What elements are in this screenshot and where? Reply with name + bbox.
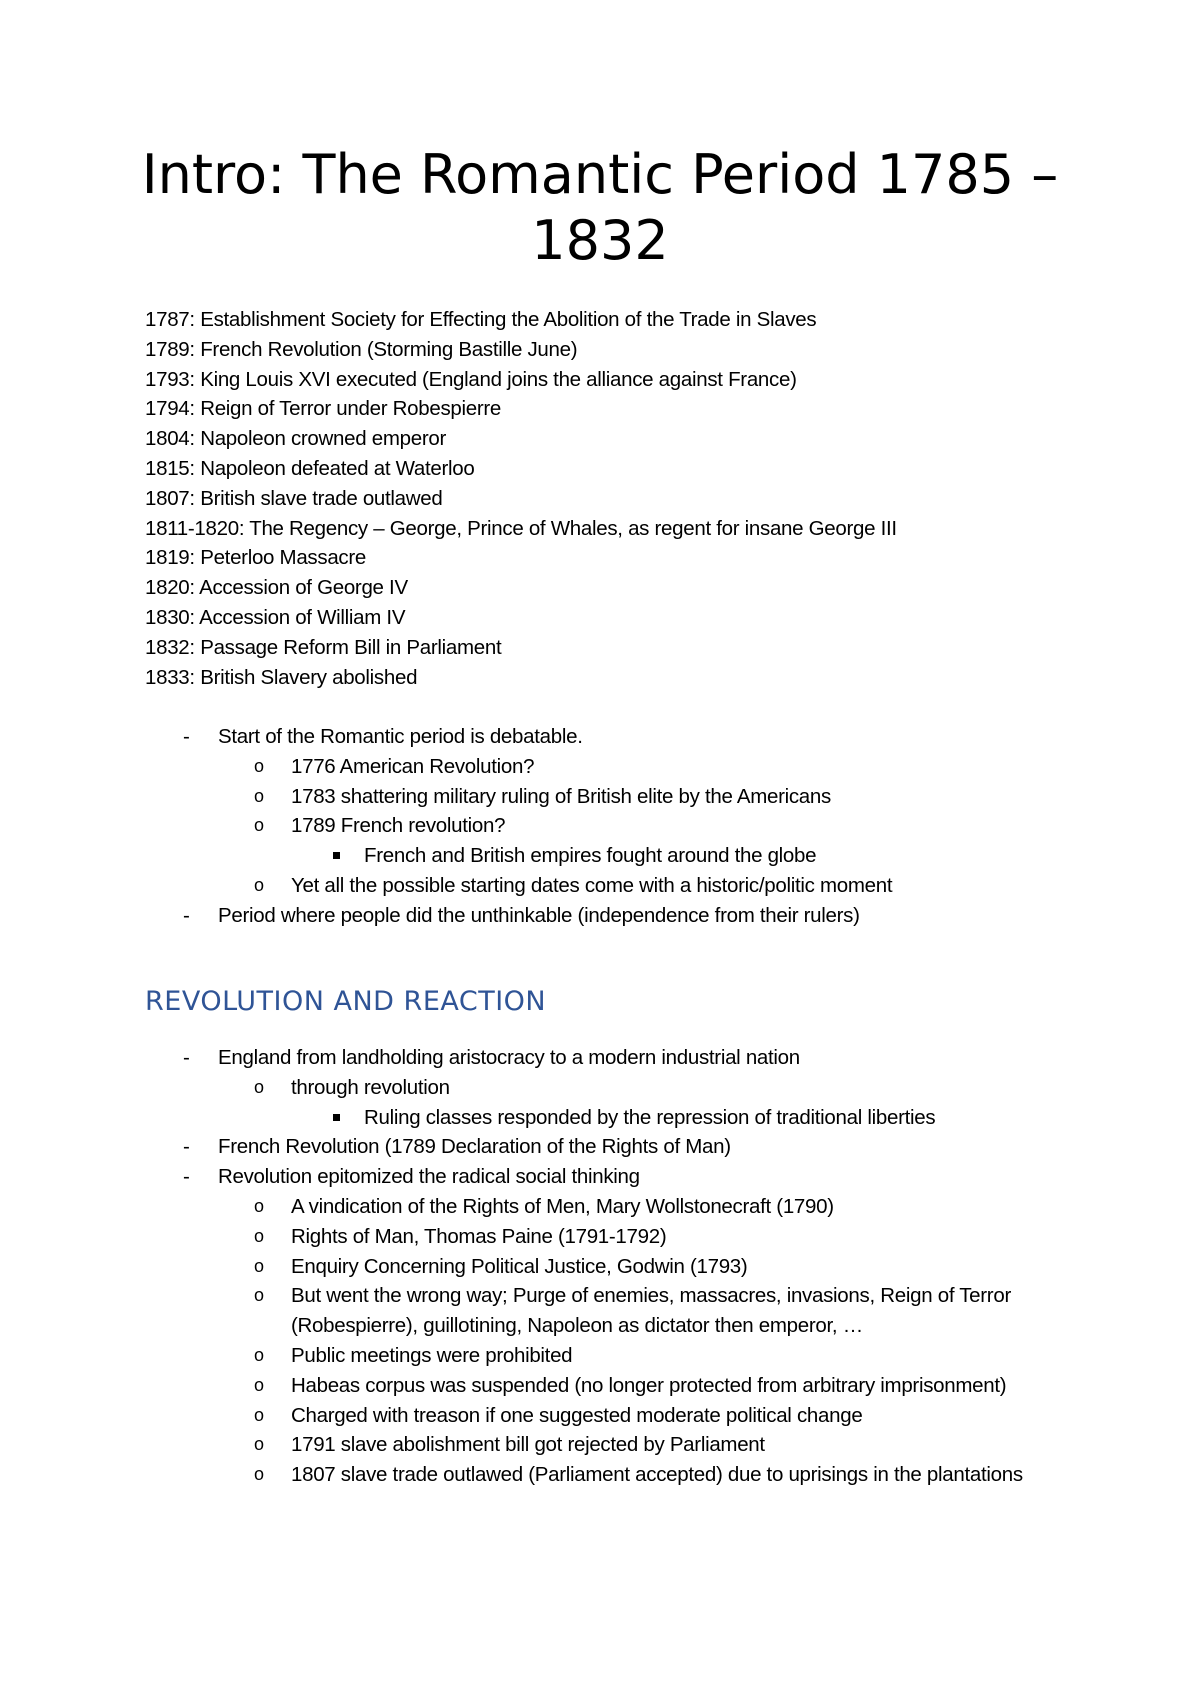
- dash-bullet-icon: -: [183, 1165, 190, 1189]
- circle-bullet-icon: o: [254, 1285, 264, 1306]
- revolution-notes-list: [145, 1043, 1051, 1490]
- bullet-text: Yet all the possible starting dates come with a historic/politic moment: [291, 873, 893, 897]
- sub-sub-bullet-item: [145, 841, 892, 871]
- bullet-item: [145, 1132, 1051, 1162]
- timeline-item: 1820: Accession of George IV: [145, 576, 408, 600]
- timeline-item: 1833: British Slavery abolished: [145, 665, 418, 689]
- page-title: Intro: The Romantic Period 1785 – 1832: [141, 143, 1059, 272]
- section-heading: REVOLUTION AND REACTION: [145, 986, 547, 1017]
- timeline-list: [145, 305, 897, 692]
- timeline-item: 1804: Napoleon crowned emperor: [145, 427, 446, 451]
- sub-bullet-item: [145, 871, 892, 901]
- timeline-item: 1819: Peterloo Massacre: [145, 546, 367, 570]
- bullet-text: 1783 shattering military ruling of British elite by the Americans: [291, 784, 831, 808]
- bullet-item: [145, 722, 892, 752]
- sub-bullet-item: [145, 1252, 1051, 1282]
- sub-bullet-item: [145, 1430, 1051, 1460]
- bullet-text: But went the wrong way; Purge of enemies, massacres, invasions, Reign of Terror (Robespierre), guillotining, Napoleon as dictator then emperor, …: [291, 1284, 1011, 1338]
- timeline-item: 1811-1820: The Regency – George, Prince of Whales, as regent for insane George III: [145, 516, 897, 540]
- bullet-text: 1776 American Revolution?: [291, 754, 535, 778]
- bullet-text: Revolution epitomized the radical social thinking: [218, 1165, 640, 1189]
- circle-bullet-icon: o: [254, 1464, 264, 1485]
- sub-sub-bullet-item: [145, 1103, 1051, 1133]
- bullet-text: French Revolution (1789 Declaration of the Rights of Man): [218, 1135, 731, 1159]
- sub-bullet-item: [145, 1460, 1051, 1490]
- bullet-text: Rights of Man, Thomas Paine (1791-1792): [291, 1224, 667, 1248]
- circle-bullet-icon: o: [254, 874, 264, 895]
- sub-bullet-item: [145, 1192, 1051, 1222]
- bullet-text: 1807 slave trade outlawed (Parliament accepted) due to uprisings in the plantations: [291, 1463, 1023, 1487]
- bullet-item: [145, 901, 892, 931]
- circle-bullet-icon: o: [254, 1255, 264, 1276]
- bullet-text: 1789 French revolution?: [291, 814, 506, 838]
- bullet-item: [145, 1162, 1051, 1192]
- sub-bullet-item: [145, 752, 892, 782]
- timeline-item: 1815: Napoleon defeated at Waterloo: [145, 456, 475, 480]
- bullet-text: Ruling classes responded by the repression of traditional liberties: [364, 1105, 936, 1129]
- circle-bullet-icon: o: [254, 1225, 264, 1246]
- dash-bullet-icon: -: [183, 725, 190, 748]
- bullet-text: Public meetings were prohibited: [291, 1343, 573, 1367]
- circle-bullet-icon: o: [254, 1076, 264, 1097]
- timeline-item: 1830: Accession of William IV: [145, 605, 406, 629]
- timeline-item: 1787: Establishment Society for Effecting the Abolition of the Trade in Slaves: [145, 308, 817, 331]
- sub-bullet-item: [145, 811, 892, 841]
- circle-bullet-icon: o: [254, 1404, 264, 1425]
- sub-bullet-item: [145, 1401, 1051, 1431]
- timeline-item: 1794: Reign of Terror under Robespierre: [145, 397, 501, 421]
- bullet-text: England from landholding aristocracy to a modern industrial nation: [218, 1046, 800, 1069]
- bullet-text: French and British empires fought around the globe: [364, 844, 817, 868]
- circle-bullet-icon: o: [254, 1195, 264, 1216]
- sub-bullet-item: [145, 1371, 1051, 1401]
- bullet-text: through revolution: [291, 1075, 450, 1099]
- circle-bullet-icon: o: [254, 815, 264, 836]
- dash-bullet-icon: -: [183, 1135, 190, 1159]
- circle-bullet-icon: o: [254, 1434, 264, 1455]
- circle-bullet-icon: o: [254, 755, 264, 776]
- bullet-item: [145, 1043, 1051, 1073]
- bullet-text: Start of the Romantic period is debatable.: [218, 725, 583, 748]
- bullet-text: 1791 slave abolishment bill got rejected by Parliament: [291, 1433, 765, 1457]
- square-bullet-icon: [333, 1114, 340, 1121]
- bullet-text: Charged with treason if one suggested moderate political change: [291, 1403, 863, 1427]
- bullet-text: Enquiry Concerning Political Justice, Godwin (1793): [291, 1254, 748, 1278]
- bullet-text: Period where people did the unthinkable (independence from their rulers): [218, 903, 860, 927]
- circle-bullet-icon: o: [254, 1374, 264, 1395]
- dash-bullet-icon: -: [183, 1046, 190, 1069]
- intro-notes-list: [145, 722, 892, 931]
- timeline-item: 1807: British slave trade outlawed: [145, 486, 443, 510]
- sub-bullet-item: [145, 1222, 1051, 1252]
- circle-bullet-icon: o: [254, 785, 264, 806]
- sub-bullet-item: [145, 1341, 1051, 1371]
- sub-bullet-item: [145, 1073, 1051, 1103]
- sub-bullet-item: [145, 782, 892, 812]
- dash-bullet-icon: -: [183, 903, 190, 927]
- bullet-text: A vindication of the Rights of Men, Mary Wollstonecraft (1790): [291, 1194, 834, 1218]
- sub-bullet-item: [145, 1281, 1051, 1341]
- timeline-item: 1832: Passage Reform Bill in Parliament: [145, 635, 502, 659]
- timeline-item: 1789: French Revolution (Storming Bastille June): [145, 337, 578, 361]
- square-bullet-icon: [333, 852, 340, 859]
- circle-bullet-icon: o: [254, 1344, 264, 1365]
- bullet-text: Habeas corpus was suspended (no longer protected from arbitrary imprisonment): [291, 1373, 1007, 1397]
- timeline-item: 1793: King Louis XVI executed (England joins the alliance against France): [145, 367, 797, 391]
